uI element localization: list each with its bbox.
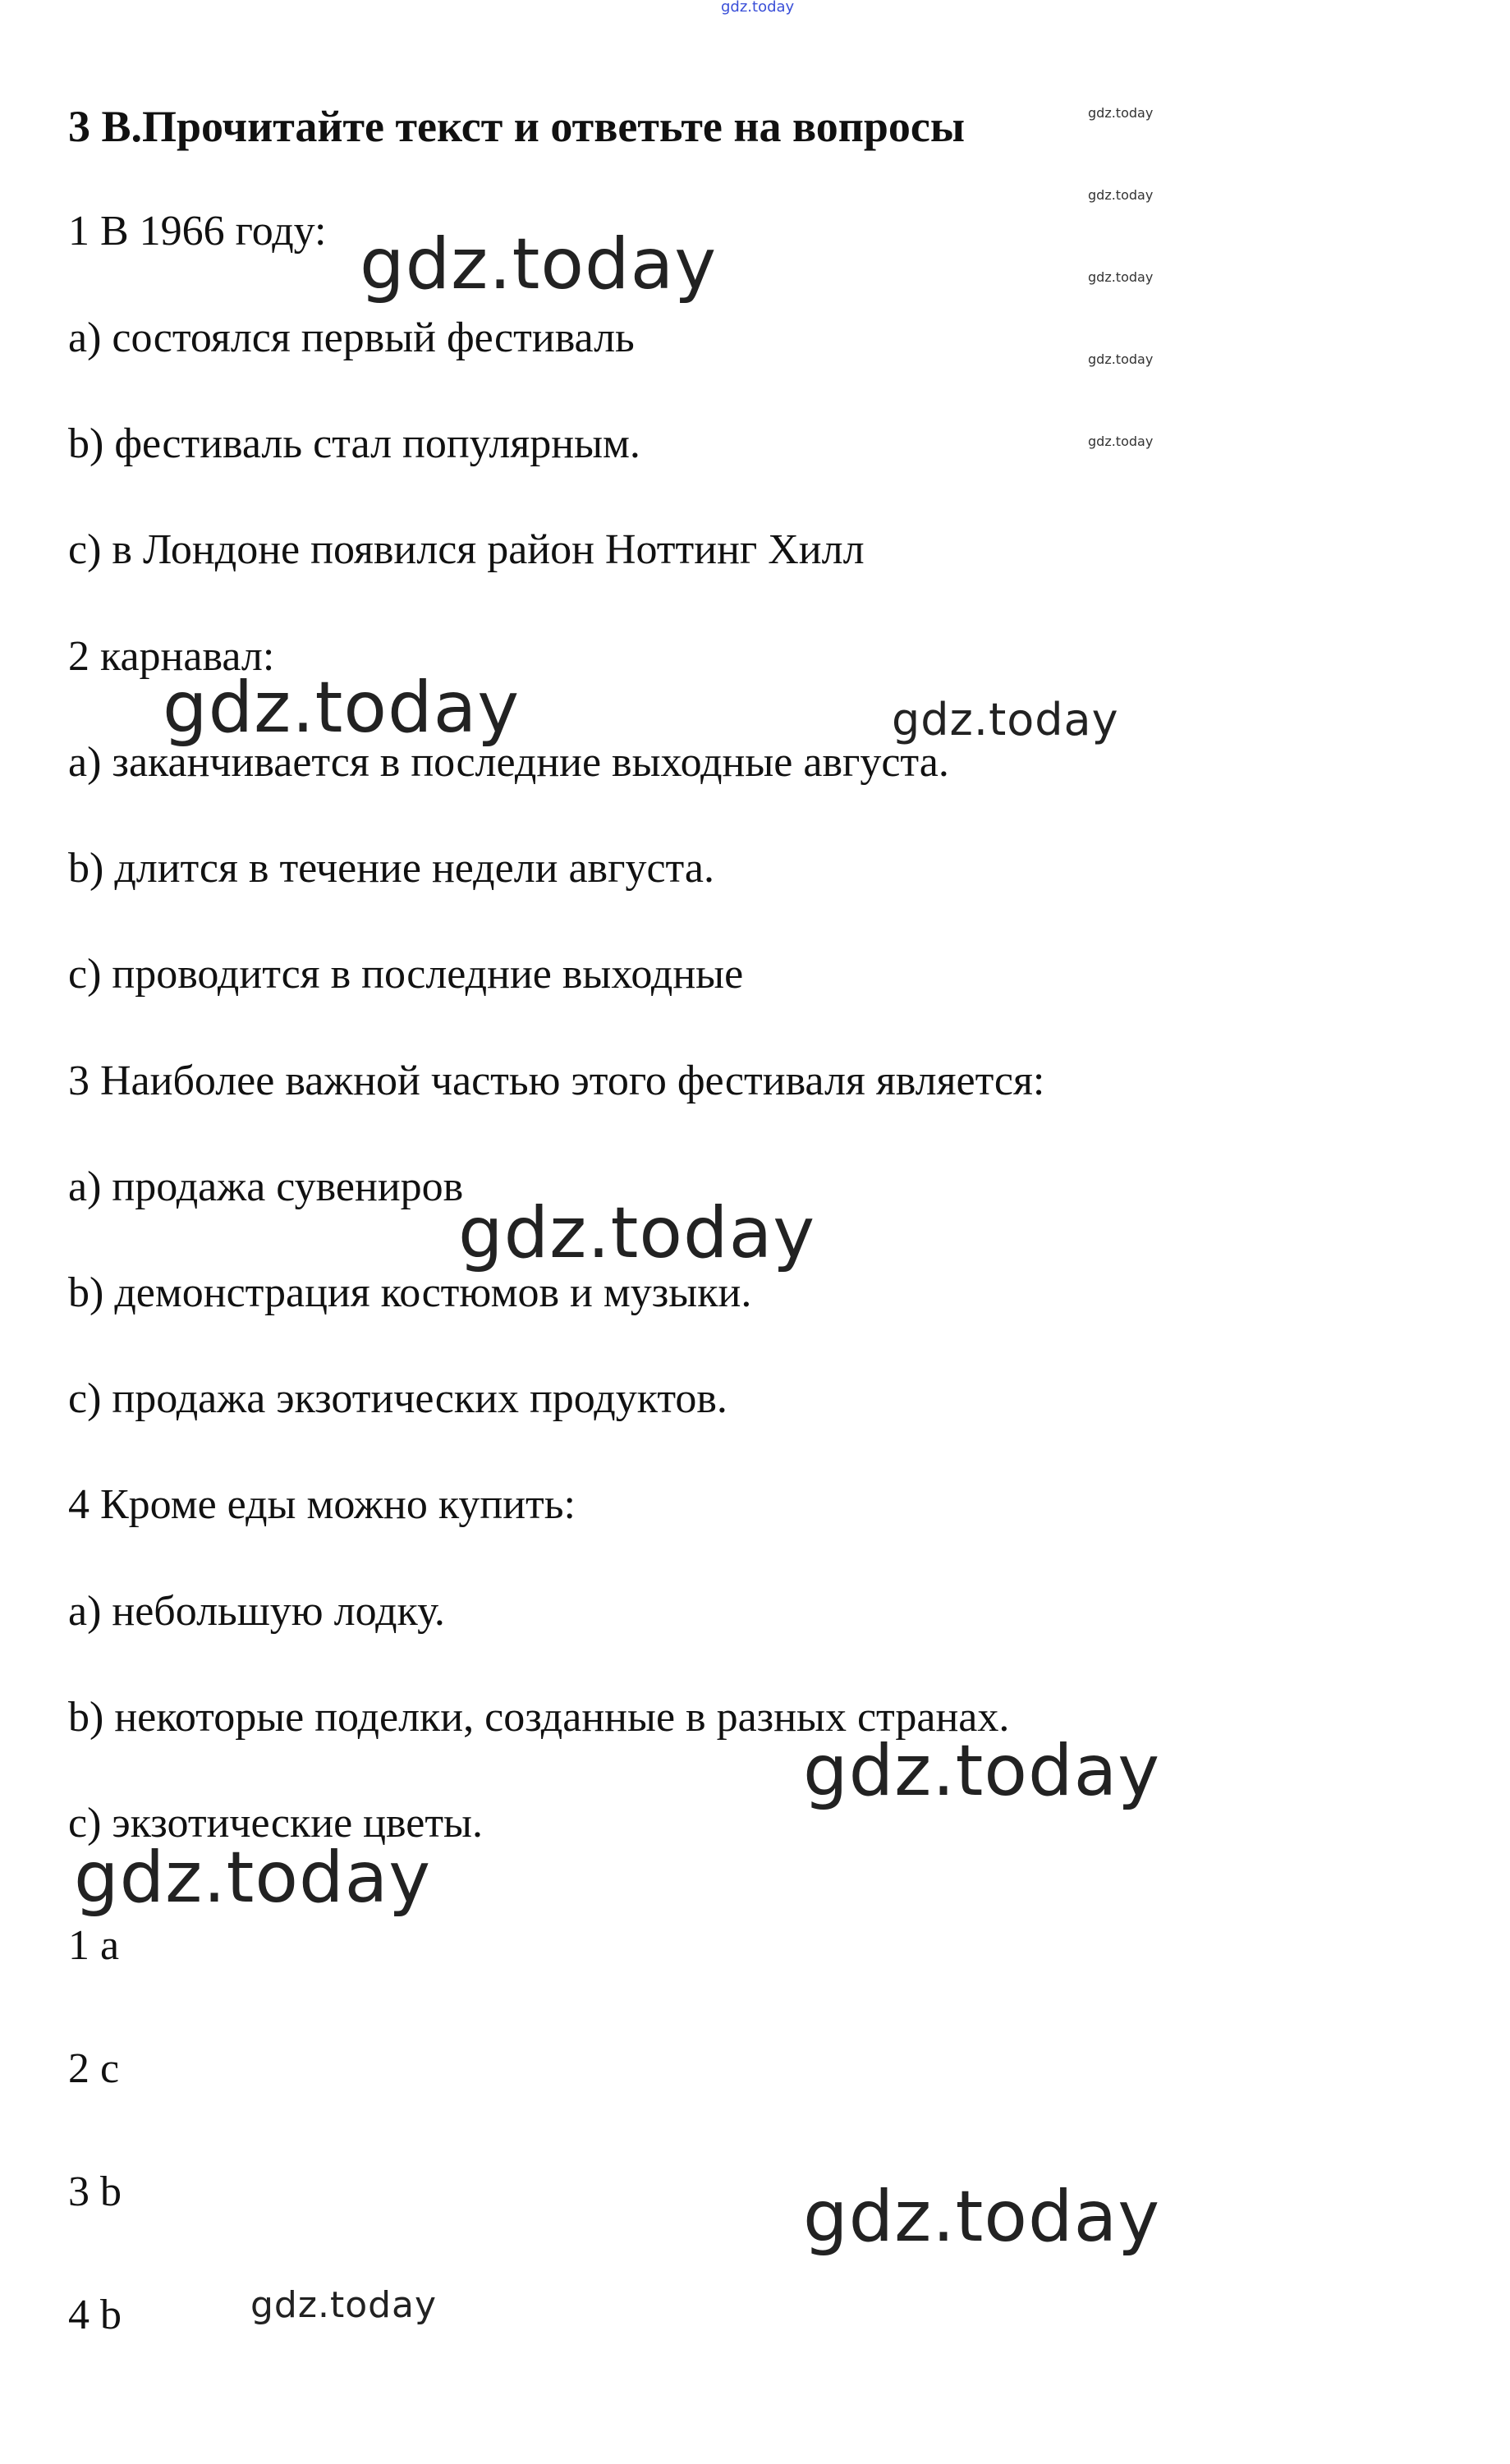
answer-item: 4 b (68, 2292, 122, 2338)
option-b: b) длится в течение недели августа. (68, 845, 714, 892)
question-text: 2 карнавал: (68, 633, 275, 680)
page-title: 3 В.Прочитайте текст и ответьте на вопросы (68, 102, 966, 151)
watermark-small: gdz.today (1088, 434, 1154, 449)
option-a: а) продажа сувениров (68, 1163, 464, 1210)
option-c: c) экзотические цветы. (68, 1800, 483, 1847)
question-text: 3 Наиболее важной частью этого фестиваля является: (68, 1058, 1045, 1104)
watermark: gdz.today (250, 2284, 438, 2326)
watermark-small: gdz.today (1088, 351, 1154, 367)
watermark-small: gdz.today (1088, 105, 1154, 121)
option-a: а) заканчивается в последние выходные августа. (68, 739, 949, 786)
watermark: gdz.today (458, 1192, 816, 1274)
answer-item: 2 c (68, 2045, 120, 2092)
watermark-small: gdz.today (1088, 187, 1154, 203)
option-c: c) продажа экзотических продуктов. (68, 1375, 727, 1422)
question-text: 4 Кроме еды можно купить: (68, 1481, 576, 1528)
watermark-top: gdz.today (721, 0, 795, 16)
answer-item: 3 b (68, 2168, 122, 2215)
option-a: а) состоялся первый фестиваль (68, 314, 635, 361)
option-c: c) проводится в последние выходные (68, 951, 744, 998)
watermark: gdz.today (74, 1837, 432, 1919)
option-b: b) некоторые поделки, созданные в разных странах. (68, 1694, 1010, 1741)
watermark: gdz.today (803, 2176, 1161, 2258)
watermark-small: gdz.today (1088, 269, 1154, 285)
watermark: gdz.today (360, 223, 718, 305)
option-c: c) в Лондоне появился район Ноттинг Хилл (68, 526, 865, 573)
option-b: b) демонстрация костюмов и музыки. (68, 1269, 752, 1316)
watermark: gdz.today (163, 667, 521, 749)
answer-item: 1 a (68, 1922, 120, 1969)
option-a: а) небольшую лодку. (68, 1588, 445, 1635)
watermark: gdz.today (892, 694, 1119, 746)
option-b: b) фестиваль стал популярным. (68, 420, 640, 467)
question-text: 1 В 1966 году: (68, 208, 327, 255)
watermark: gdz.today (803, 1730, 1161, 1812)
